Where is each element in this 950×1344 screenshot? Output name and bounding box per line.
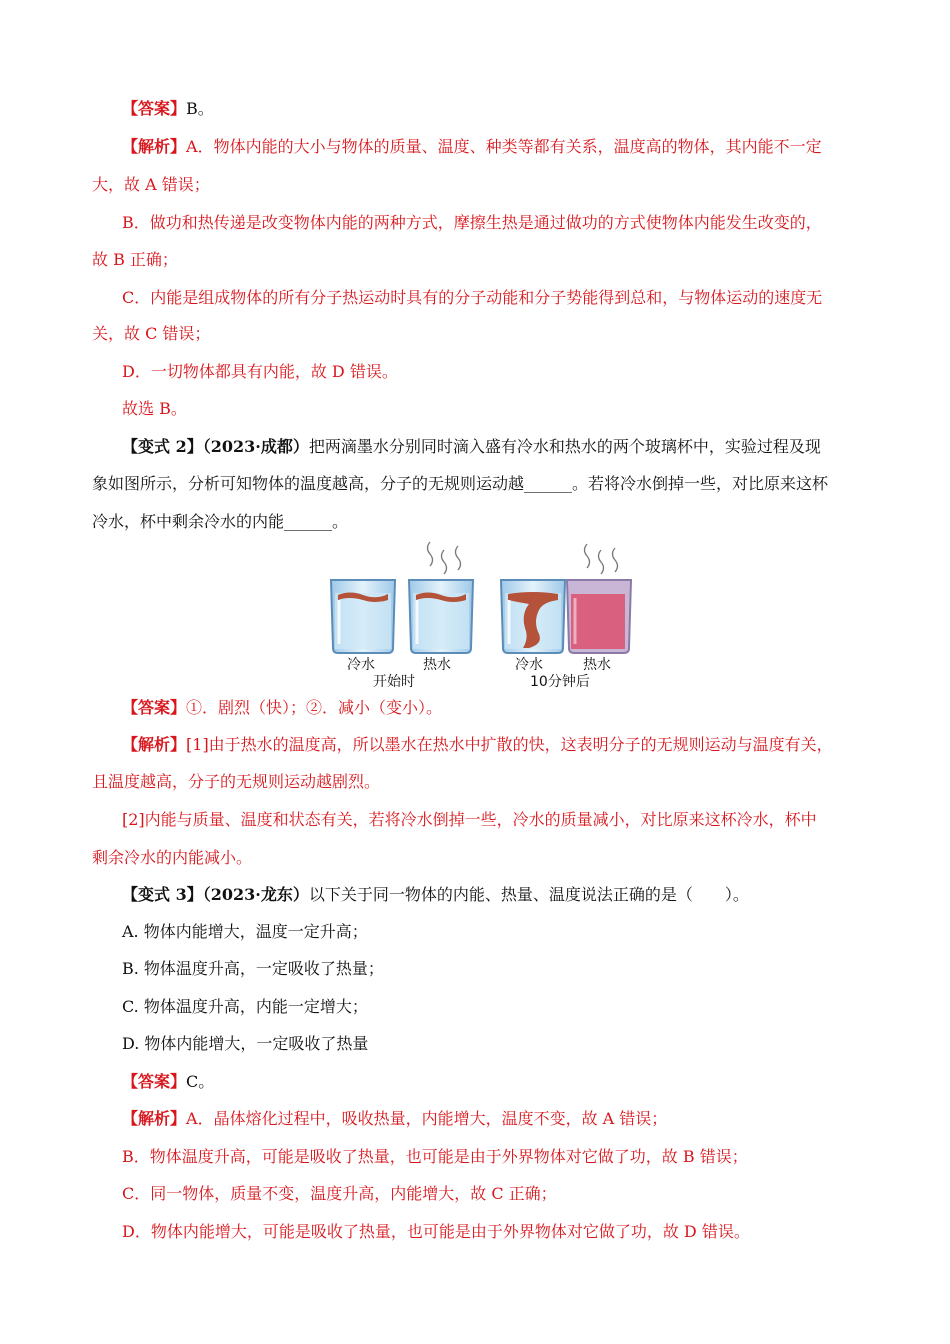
label-hot-1: 热水: [423, 657, 451, 673]
beaker-diffusion-figure: [325, 540, 635, 690]
q3-analysis-d: D．物体内能增大，可能是吸收了热量，也可能是由于外界物体对它做了功，故 D 错误。: [122, 1222, 750, 1241]
answer-tag: 【答案】: [122, 1072, 187, 1091]
answer-tag: 【答案】: [122, 99, 187, 118]
analysis-tag: 【解析】: [122, 1109, 187, 1128]
q1-analysis-b-line1: B．做功和热传递是改变物体内能的两种方式，摩擦生热是通过做功的方式使物体内能发生改变的，: [122, 213, 822, 232]
analysis-tag: 【解析】: [122, 137, 187, 156]
answer-tag: 【答案】: [122, 698, 187, 717]
q1-answer: B。: [186, 99, 214, 118]
q3-source: （2023·龙东）: [202, 885, 309, 904]
beaker-cold-start: [331, 580, 395, 653]
label-hot-2: 热水: [583, 657, 611, 673]
q3-option-a: A. 物体内能增大，温度一定升高；: [122, 922, 368, 941]
beaker-hot-after: [567, 580, 631, 653]
q3-tag: 【变式 3】: [122, 885, 203, 904]
label-cold-1: 冷水: [347, 657, 375, 673]
steam-icon-1: [428, 542, 461, 574]
steam-icon-2: [585, 544, 618, 574]
q3-option-d: D. 物体内能增大，一定吸收了热量: [122, 1034, 369, 1053]
q1-answer-line: [122, 97, 214, 121]
caption-after: 10分钟后: [530, 674, 590, 690]
q1-analysis-d-line1: D．一切物体都具有内能，故 D 错误。: [122, 362, 398, 381]
q2-stem-line3: 冷水，杯中剩余冷水的内能______。: [92, 512, 349, 531]
q2-tag: 【变式 2】: [122, 437, 203, 456]
q1-analysis-a-line1: 【解析】A．物体内能的大小与物体的质量、温度、种类等都有关系，温度高的物体，其内能不一定: [122, 137, 822, 156]
q2-answer: ①．剧烈（快）；②．减小（变小）。: [186, 698, 443, 717]
q1-analysis-c-line1: C．内能是组成物体的所有分子热运动时具有的分子动能和分子势能得到总和，与物体运动的速度无: [122, 288, 823, 307]
q3-analysis-c: C．同一物体，质量不变，温度升高，内能增大，故 C 正确；: [122, 1184, 557, 1203]
label-cold-2: 冷水: [515, 657, 543, 673]
analysis-tag: 【解析】: [122, 735, 187, 754]
q3-option-b: B. 物体温度升高，一定吸收了热量；: [122, 959, 384, 978]
beaker-cold-after: [501, 580, 565, 653]
q3-answer-line: [122, 1070, 214, 1094]
q3-answer: C。: [186, 1072, 215, 1091]
q2-source: （2023·成都）: [202, 437, 309, 456]
q2-analysis-p2-line2: 剩余冷水的内能减小。: [92, 848, 253, 867]
q3-analysis-b: B．物体温度升高，可能是吸收了热量，也可能是由于外界物体对它做了功，故 B 错误；: [122, 1147, 748, 1166]
q1-analysis-a-line2: 大，故 A 错误；: [92, 175, 210, 194]
q2-stem-line2: 象如图所示，分析可知物体的温度越高，分子的无规则运动越______。若将冷水倒掉一些，对比原来这杯: [92, 474, 829, 493]
q2-stem-line1: 【变式 2】（2023·成都）把两滴墨水分别同时滴入盛有冷水和热水的两个玻璃杯中，实验过程及现: [122, 437, 821, 456]
q2-analysis-p1-line1: 【解析】[1]由于热水的温度高，所以墨水在热水中扩散的快，这表明分子的无规则运动与温度有关，: [122, 735, 833, 754]
beaker-hot-start: [409, 580, 473, 653]
q2-answer-line: [122, 696, 442, 720]
q3-analysis-a: 【解析】A．晶体熔化过程中，吸收热量，内能增大，温度不变，故 A 错误；: [122, 1109, 668, 1128]
q1-conclusion: 故选 B。: [122, 399, 187, 418]
q2-analysis-p1-line2: 且温度越高，分子的无规则运动越剧烈。: [92, 772, 381, 791]
q3-option-c: C. 物体温度升高，内能一定增大；: [122, 997, 368, 1016]
q1-analysis-b-line2: 故 B 正确；: [92, 250, 178, 269]
caption-start: 开始时: [373, 674, 415, 690]
q2-analysis-p2-line1: [2]内能与质量、温度和状态有关，若将冷水倒掉一些，冷水的质量减小，对比原来这杯冷水，杯中: [122, 810, 817, 829]
q3-stem: 【变式 3】（2023·龙东）以下关于同一物体的内能、热量、温度说法正确的是（ ）。: [122, 885, 749, 904]
q1-analysis-c-line2: 关，故 C 错误；: [92, 324, 211, 343]
